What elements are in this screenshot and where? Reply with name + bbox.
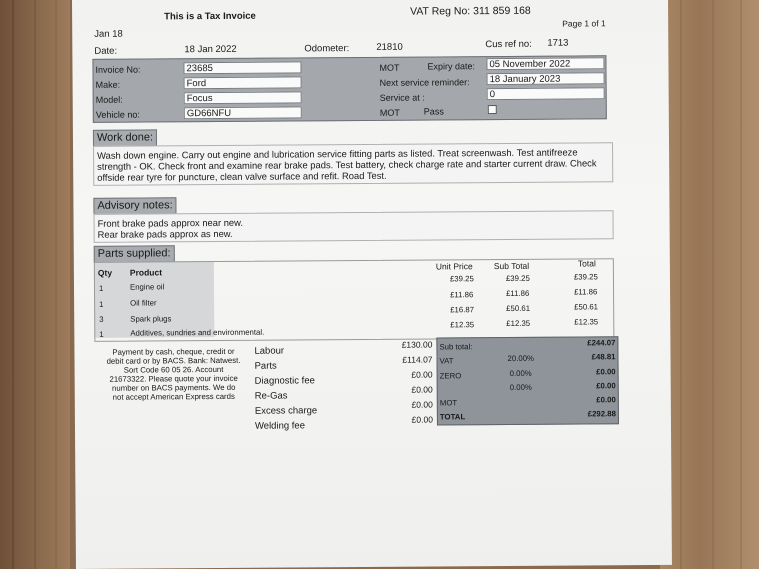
- sub-total-header: Sub Total: [493, 260, 530, 272]
- zero-rate: 0.00%: [509, 368, 532, 378]
- mot-pass-checkbox: [488, 105, 497, 114]
- unit-price-header: Unit Price: [435, 261, 473, 272]
- mot-summary-value: £0.00: [596, 395, 616, 405]
- vehicle-no-field: GD66NFU: [184, 106, 302, 119]
- next-service-label: Next service reminder:: [379, 77, 470, 88]
- diagnostic-fee-label: Diagnostic fee: [254, 375, 315, 387]
- pass-label: Pass: [423, 106, 444, 117]
- blank-value: £0.00: [596, 381, 616, 391]
- blank-rate: 0.00%: [509, 382, 532, 392]
- model-field: Focus: [184, 91, 302, 104]
- parts-label: Parts: [254, 360, 277, 372]
- work-done-text: Wash down engine. Carry out engine and lubrication service fitting parts as listed. Treat screenwash. Test antifreeze strength - OK. Check front and examine rear brake pads. Test battery, check charge rate and starter current draw. Check offside rear tyre for puncture, clean valve surface and refit. Road Test.: [93, 142, 613, 186]
- subtotal-value: £244.07: [587, 338, 616, 348]
- qty-header: Qty: [97, 267, 113, 278]
- page-number: Page 1 of 1: [562, 18, 606, 29]
- row-total: £50.61: [574, 302, 599, 312]
- row-product: Engine oil: [129, 282, 165, 292]
- row-total: £11.86: [574, 287, 598, 297]
- row-qty: 1: [98, 283, 104, 293]
- row-product: Additives, sundries and environmental.: [130, 327, 265, 338]
- row-unit-price: £11.86: [450, 290, 474, 300]
- total-value: £292.88: [587, 409, 616, 419]
- zero-value: £0.00: [596, 367, 616, 377]
- row-qty: 3: [99, 314, 104, 324]
- date-value: 18 Jan 2022: [184, 43, 237, 56]
- model-label: Model:: [95, 94, 123, 105]
- service-at-field: 0: [487, 87, 605, 100]
- total-header: Total: [577, 258, 596, 269]
- row-unit-price: £12.35: [450, 320, 475, 330]
- row-product: Spark plugs: [130, 314, 172, 324]
- zero-label: ZERO: [439, 371, 462, 381]
- invoice-heading: This is a Tax Invoice: [164, 10, 256, 23]
- excess-charge-label: Excess charge: [254, 405, 318, 417]
- make-field: Ford: [184, 76, 302, 89]
- row-total: £39.25: [573, 272, 598, 282]
- row-sub-total: £12.35: [506, 318, 531, 328]
- diagnostic-fee-amount: £0.00: [411, 369, 433, 380]
- expiry-date-field: 05 November 2022: [486, 57, 604, 70]
- mot-summary-label: MOT: [439, 398, 458, 408]
- vat-label: VAT: [439, 356, 454, 366]
- vehicle-no-label: Vehicle no:: [95, 109, 140, 120]
- totals-panel: [436, 336, 619, 425]
- corner-date: Jan 18: [94, 28, 123, 40]
- excess-charge-amount: £0.00: [411, 399, 433, 410]
- next-service-field: 18 January 2023: [487, 72, 605, 85]
- welding-fee-label: Welding fee: [254, 420, 306, 432]
- row-sub-total: £50.61: [506, 303, 531, 313]
- product-header: Product: [129, 267, 163, 278]
- advisory-title: Advisory notes:: [93, 197, 176, 215]
- date-label: Date:: [94, 45, 118, 57]
- advisory-line-front: Front brake pads approx near new.: [97, 216, 244, 229]
- payment-note-line: Payment by cash, cheque, credit or: [112, 346, 235, 357]
- invoice-no-field: 23685: [183, 61, 301, 74]
- payment-note: [98, 347, 248, 402]
- vehicle-details-panel: [92, 55, 606, 123]
- make-label: Make:: [95, 79, 121, 90]
- cusref-label: Cus ref no:: [485, 38, 532, 51]
- payment-note-line: debit card or by BACS. Bank: Natwest.: [106, 355, 241, 366]
- row-total: £12.35: [574, 317, 599, 327]
- service-at-label: Service at :: [379, 92, 425, 103]
- total-label: TOTAL: [439, 412, 466, 422]
- welding-fee-amount: £0.00: [411, 414, 433, 425]
- work-done-title: Work done:: [93, 129, 157, 146]
- row-unit-price: £16.87: [450, 305, 475, 315]
- payment-note-line: number on BACS payments. We do: [111, 382, 236, 393]
- expiry-label: Expiry date:: [427, 61, 476, 72]
- row-unit-price: £39.25: [449, 274, 474, 284]
- parts-title: Parts supplied:: [94, 245, 175, 263]
- mot-label: MOT: [379, 62, 400, 73]
- row-sub-total: £39.25: [505, 273, 530, 283]
- vat-value: £48.81: [591, 352, 616, 362]
- wooden-table-left: [0, 0, 70, 569]
- mot-pass-label: MOT: [379, 107, 400, 118]
- regas-label: Re-Gas: [254, 390, 288, 402]
- row-qty: 1: [99, 299, 104, 309]
- cusref-value: 1713: [547, 37, 569, 49]
- vat-rate: 20.00%: [507, 353, 534, 363]
- labour-amount: £130.00: [401, 339, 433, 350]
- row-qty: 1: [99, 329, 104, 339]
- parts-amount: £114.07: [402, 354, 433, 365]
- row-sub-total: £11.86: [506, 288, 530, 298]
- payment-note-line: not accept American Express cards: [112, 391, 235, 402]
- row-product: Oil filter: [130, 298, 157, 308]
- invoice-paper: [72, 0, 672, 569]
- regas-amount: £0.00: [411, 384, 433, 395]
- advisory-line-rear: Rear brake pads approx as new.: [97, 227, 233, 240]
- advisory-box: [93, 210, 613, 243]
- payment-note-line: Sort Code 60 05 26. Account: [123, 364, 224, 375]
- payment-note-line: 21673322. Please quote your invoice: [109, 373, 238, 384]
- odometer-value: 21810: [376, 41, 403, 53]
- subtotal-label: Sub total:: [439, 342, 473, 352]
- odometer-label: Odometer:: [304, 43, 350, 55]
- invoice-no-label: Invoice No:: [95, 64, 141, 75]
- vat-reg-number: VAT Reg No: 311 859 168: [410, 4, 531, 18]
- labour-label: Labour: [254, 345, 285, 357]
- wooden-table-right: [660, 0, 759, 569]
